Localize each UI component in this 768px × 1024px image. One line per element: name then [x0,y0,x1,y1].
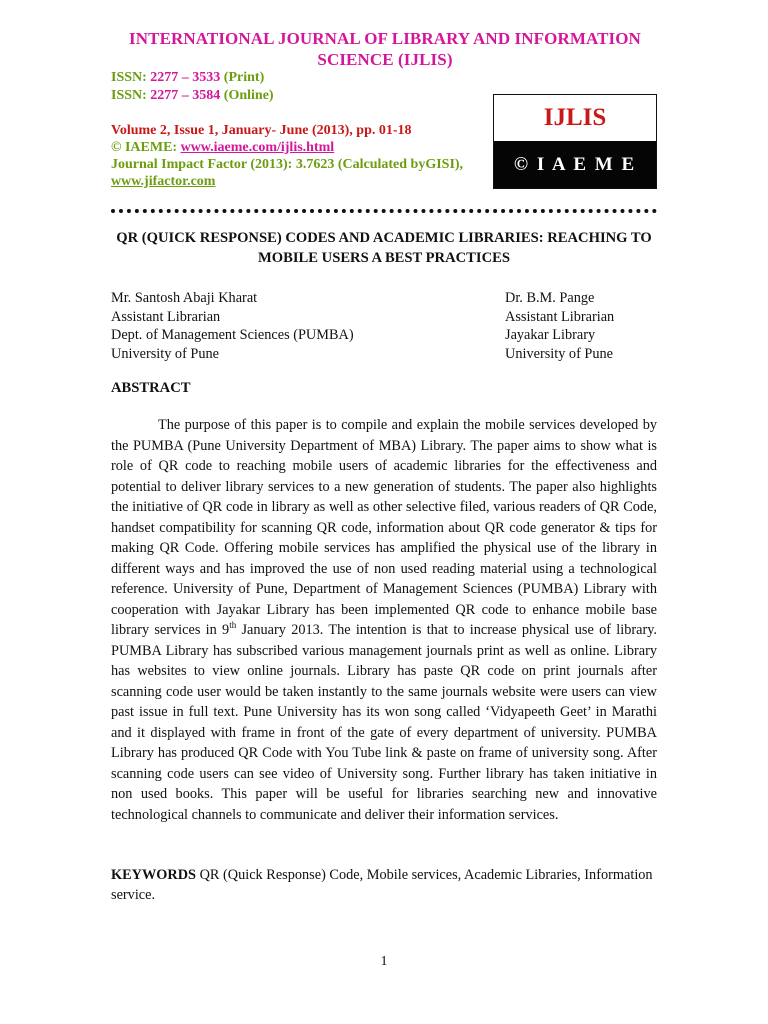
paper-title: QR (QUICK RESPONSE) CODES AND ACADEMIC LIBRARIES: REACHING TO MOBILE USERS A BEST PRACTICES [116,230,652,266]
issn-online-label: ISSN: [111,88,151,103]
author-1 [111,289,354,363]
issn-online [111,87,274,104]
issn-online-number: 2277 – 3584 [150,88,221,103]
keywords-label: KEYWORDS [111,867,196,883]
author-role: Assistant Librarian [111,308,221,325]
issn-online-type: (Online) [220,88,274,103]
issn-print-type: (Print) [220,70,265,85]
jifactor-link[interactable]: www.jifactor.com [111,174,216,189]
issn-print [111,69,264,86]
logo-ijlis: IJLIS [543,104,607,131]
volume-info: Volume 2, Issue 1, January- June (2013), pp. 01-18 [111,123,412,138]
keywords-text: QR (Quick Response) Code, Mobile services, Academic Libraries, Information service. [111,867,653,903]
author-dept: Dept. of Management Sciences (PUMBA) [111,327,354,343]
author-university: University of Pune [505,345,614,362]
iaeme-line [111,139,334,156]
keywords [111,866,657,905]
abstract-part-1: The purpose of this paper is to compile and explain the mobile services developed by the PUMBA (Pune University Department of MBA) Library. The paper aims to show what is role of QR code to reaching mobile users of academic libraries for the effectiveness and potential to deliver library services to a new generation of students. The paper also highlights the initiative of QR code in library as well as other selective filed, various readers of QR Code, handset compatibility for scanning QR code, information about QR code generator & tips for making QR Code. Offering mobile services has amplified the physical use of the library in different ways and has improved the use of non used reading material using a technological reference. University of Pune, Department of Management Sciences (PUMBA) Library with cooperation with Jayakar Library has been implemented QR code to enhance mobile base library services in 9 [111,417,657,638]
issn-print-number: 2277 – 3533 [150,70,221,85]
iaeme-link[interactable]: www.iaeme.com/ijlis.html [180,140,335,155]
iaeme-prefix: © IAEME: [111,140,181,155]
abstract-heading: ABSTRACT [111,380,191,396]
dotted-divider [111,209,657,213]
impact-factor: Journal Impact Factor (2013): 3.7623 (Calculated byGISI), [111,157,464,172]
abstract-text [111,415,657,825]
author-name: Mr. Santosh Abaji Kharat [111,290,258,306]
issn-print-label: ISSN: [111,70,151,85]
journal-title: INTERNATIONAL JOURNAL OF LIBRARY AND INFORMATION SCIENCE (IJLIS) [129,29,641,69]
author-2 [505,289,614,363]
logo-iaeme: © I A E M E [494,141,656,188]
page-number: 1 [380,954,388,969]
abstract-part-2: January 2013. The intention is that to increase physical use of library. PUMBA Library has subscribed various management journals print as well as online. Library has websites to view online journals. Library has paste QR code on print journals after scanning code user would be taken instantly to the same journals website were users can view past issue in full text. Pune University has its won song called ‘Vidyapeeth Geet’ in Marathi and it displayed with frame in front of the gate of every department of university. PUMBA Library has produced QR Code with You Tube link & paste on frame of university song. After scanning code users can see video of University song. Further library has taken initiative in non used books. This paper will be useful for libraries searching new and innovative technological channels to communicate and deliver their information services. [111,622,657,823]
author-role: Assistant Librarian [505,308,615,325]
journal-logo-box [493,94,657,189]
author-university: University of Pune [111,345,220,362]
author-name: Dr. B.M. Pange [505,290,595,306]
abstract-superscript: th [229,620,237,631]
author-dept: Jayakar Library [505,327,596,343]
